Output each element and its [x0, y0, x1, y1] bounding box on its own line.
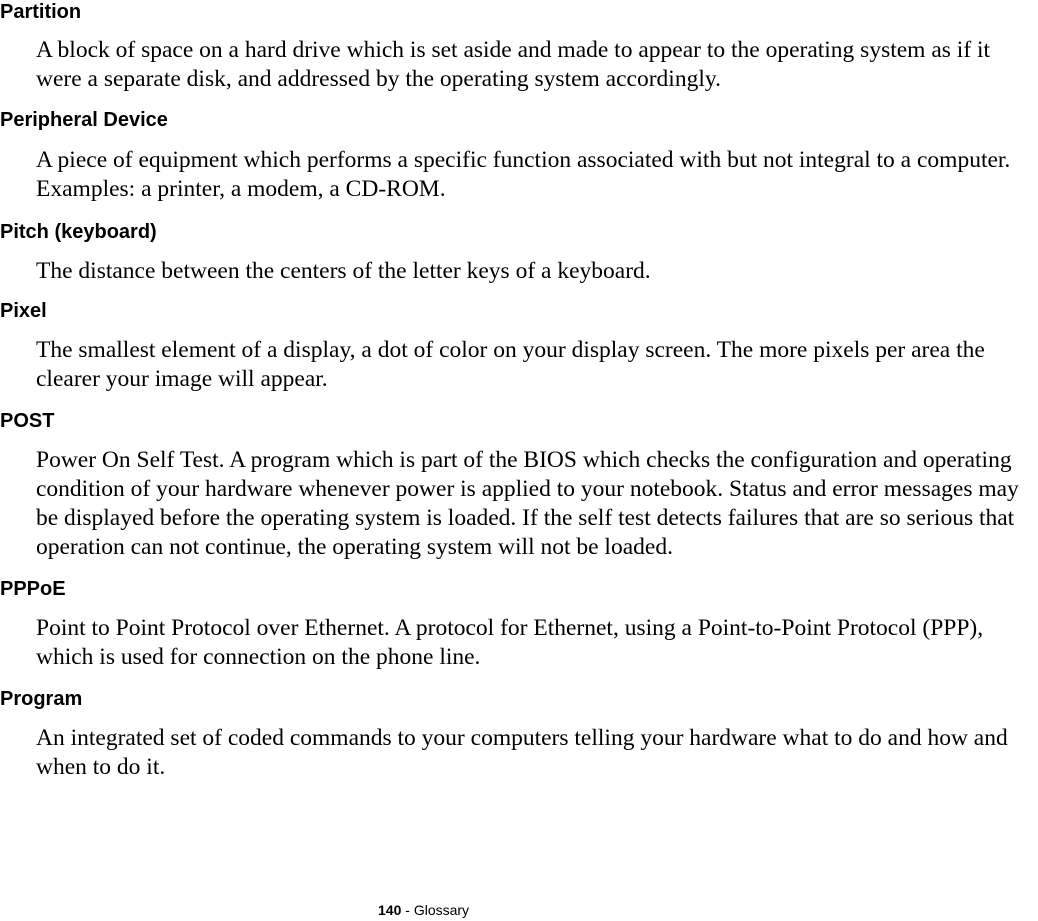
footer-section: Glossary [413, 902, 470, 918]
glossary-term: POST [0, 410, 55, 432]
footer-separator: - [401, 902, 414, 918]
glossary-definition: A block of space on a hard drive which is set aside and made to appear to the operating system as if it were a separate disk, and addressed by the operating system accordingly. [36, 37, 991, 92]
glossary-term: Partition [0, 1, 82, 23]
glossary-entry-pixel [0, 299, 1038, 394]
glossary-definition: Point to Point Protocol over Ethernet. A protocol for Ethernet, using a Point-to-Point Protocol (PPP), which is used for connection on the phone line. [36, 615, 984, 670]
glossary-definition: A piece of equipment which performs a specific function associated with but not integral to a computer. Examples: a printer, a modem, a CD-ROM. [36, 147, 1011, 202]
glossary-definition: An integrated set of coded commands to your computers telling your hardware what to do and how and when to do it. [36, 725, 1008, 780]
glossary-entry-peripheral-device [0, 108, 1038, 204]
glossary-entry-post [0, 409, 1038, 562]
glossary-definition: The distance between the centers of the letter keys of a keyboard. [36, 258, 651, 284]
glossary-term: Pixel [0, 300, 47, 322]
glossary-term: Program [0, 688, 83, 710]
glossary-entry-program [0, 687, 1038, 782]
glossary-term: Peripheral Device [0, 109, 168, 131]
page-number: 140 [378, 902, 402, 918]
glossary-entry-partition [0, 0, 1038, 94]
glossary-definition: Power On Self Test. A program which is part of the BIOS which checks the configuration and operating condition of your hardware whenever power is applied to your notebook. Status and error messages may be displayed before the operating system is loaded. If the self test detects failures that are so serious that operation can not continue, the operating system will not be loaded. [36, 447, 1019, 560]
glossary-entry-pppoe [0, 577, 1038, 672]
glossary-entry-pitch-keyboard [0, 220, 1038, 286]
glossary-definition: The smallest element of a display, a dot of color on your display screen. The more pixels per area the clearer your image will appear. [36, 337, 985, 392]
glossary-term: PPPoE [0, 578, 66, 600]
glossary-term: Pitch (keyboard) [0, 221, 157, 243]
